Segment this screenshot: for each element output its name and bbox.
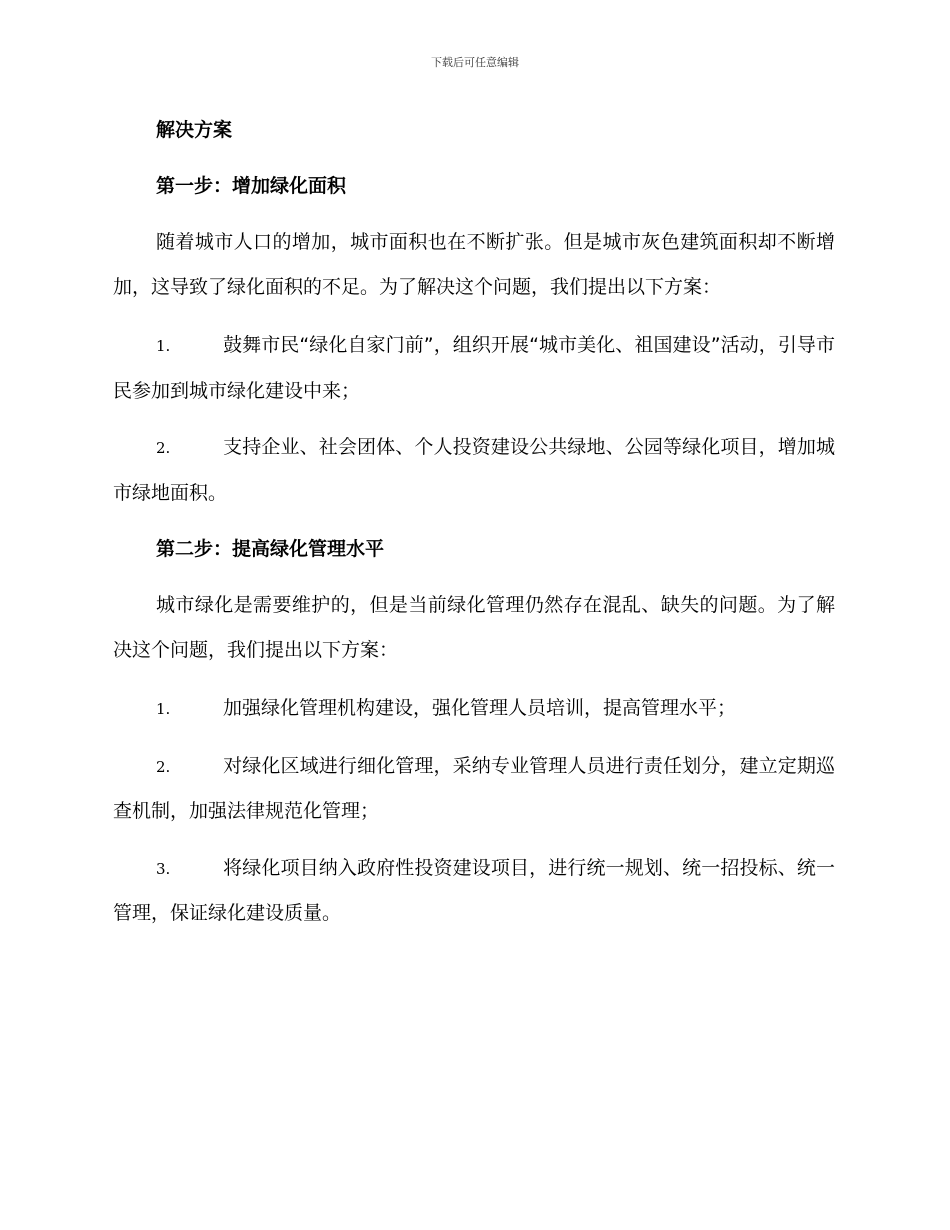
list-item-number: 2.	[156, 439, 171, 457]
list-item	[113, 425, 835, 515]
list-item-number: 1.	[156, 700, 171, 718]
list-item-text: 支持企业、社会团体、个人投资建设公共绿地、公园等绿化项目，增加城市绿地面积。	[113, 436, 835, 504]
list-item	[113, 846, 835, 936]
list-item-text: 加强绿化管理机构建设，强化管理人员培训，提高管理水平；	[223, 697, 737, 719]
document-title: 解决方案	[156, 119, 233, 141]
list-item-text: 对绿化区域进行细化管理，采纳专业管理人员进行责任划分，建立定期巡查机制，加强法律规范化管理；	[113, 754, 835, 822]
step1-intro: 随着城市人口的增加，城市面积也在不断扩张。但是城市灰色建筑面积却不断增加，这导致了绿化面积的不足。为了解决这个问题，我们提出以下方案：	[113, 231, 835, 298]
list-item-number: 2.	[156, 757, 171, 776]
step2-intro: 城市绿化是需要维护的，但是当前绿化管理仍然存在混乱、缺失的问题。为了解决这个问题，我们提出以下方案：	[113, 594, 835, 661]
list-item	[113, 744, 835, 834]
list-item	[113, 686, 835, 732]
list-item-number: 3.	[156, 859, 171, 878]
document-body	[113, 108, 835, 948]
step1-heading: 第一步：增加绿化面积	[156, 175, 347, 197]
list-item	[113, 323, 835, 413]
list-item-number: 1.	[156, 337, 171, 355]
step2-heading: 第二步：提高绿化管理水平	[156, 538, 385, 560]
list-item-text: 将绿化项目纳入政府性投资建设项目，进行统一规划、统一招投标、统一管理，保证绿化建设质量。	[113, 856, 835, 924]
list-item-text: 鼓舞市民“绿化自家门前”，组织开展“城市美化、祖国建设”活动，引导市民参加到城市绿化建设中来；	[113, 334, 835, 402]
header-note: 下载后可任意编辑	[431, 56, 519, 69]
